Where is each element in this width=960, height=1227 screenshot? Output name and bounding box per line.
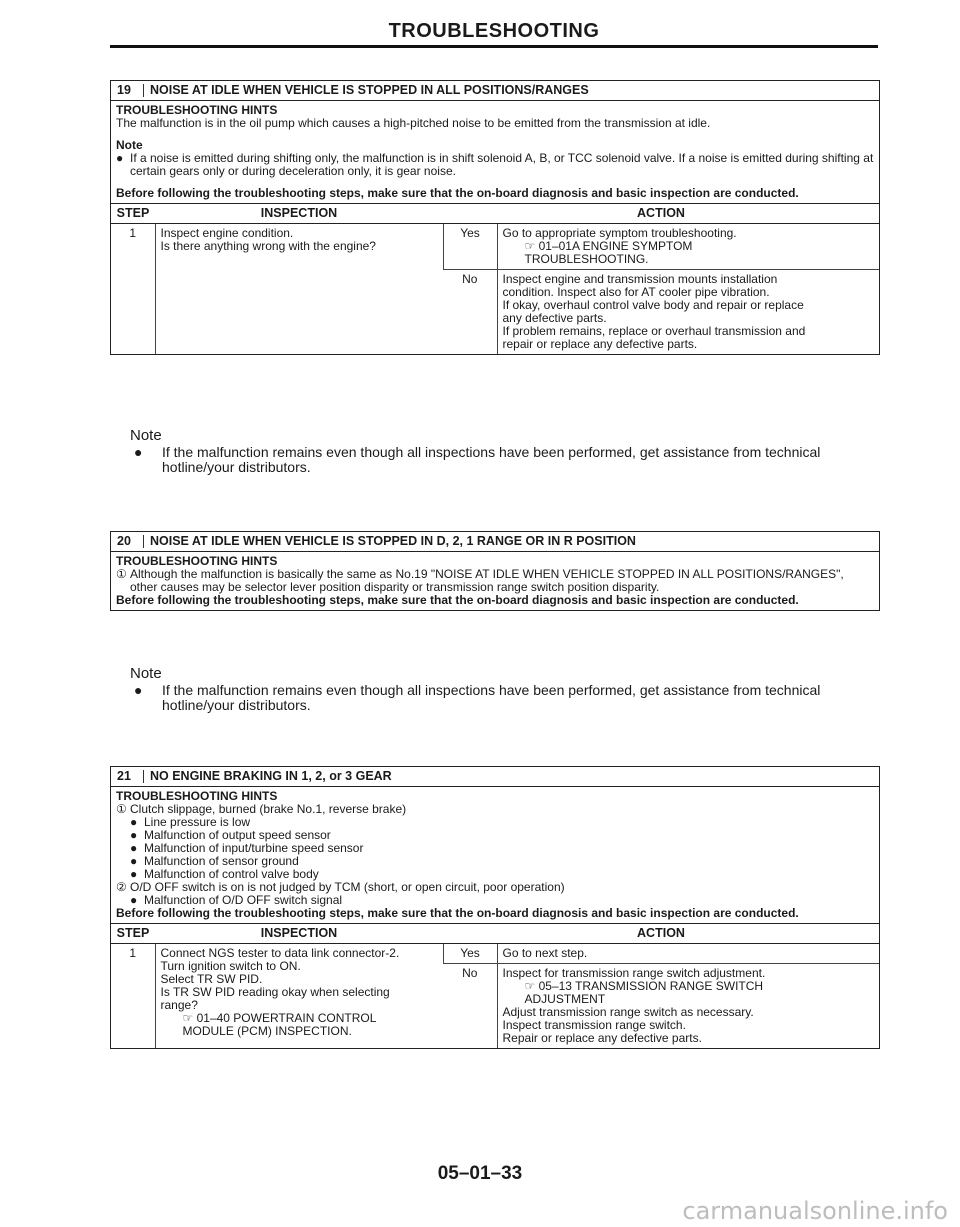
col-action: ACTION	[443, 204, 879, 224]
action-line: repair or replace any defective parts.	[502, 337, 698, 351]
hints-heading: TROUBLESHOOTING HINTS	[116, 554, 278, 568]
page-header	[110, 20, 878, 43]
note-heading: Note	[130, 665, 162, 682]
section-19	[110, 80, 880, 355]
col-inspection: INSPECTION	[155, 204, 443, 224]
reference-line: ADJUSTMENT	[524, 992, 606, 1006]
action-line: Go to appropriate symptom troubleshooting.	[502, 226, 737, 240]
hint-text: Although the malfunction is basically the same as No.19 "NOISE AT IDLE WHEN VEHICLE STOPPED IN ALL POSITIONS/RANGES", other causes may be selector lever position disparity or transmission range switch position disparity.	[130, 567, 844, 594]
action-line: Adjust transmission range switch as necessary.	[502, 1005, 754, 1019]
note-heading: Note	[130, 427, 162, 444]
step-number: 1	[129, 946, 137, 960]
hints-heading: TROUBLESHOOTING HINTS	[116, 789, 278, 803]
section-title: NOISE AT IDLE WHEN VEHICLE IS STOPPED IN ALL POSITIONS/RANGES	[150, 83, 589, 97]
yes-action	[497, 224, 879, 270]
table-row	[111, 944, 879, 964]
yes-label: Yes	[443, 944, 497, 964]
before-instruction: Before following the troubleshooting steps, make sure that the on-board diagnosis and basic inspection are conducted.	[116, 186, 799, 200]
inspection-line: Select TR SW PID.	[160, 972, 263, 986]
section-number: 21	[117, 770, 144, 783]
note-item	[130, 683, 850, 713]
section-title: NO ENGINE BRAKING IN 1, 2, or 3 GEAR	[150, 769, 392, 783]
bullet-icon: ●	[130, 867, 138, 881]
no-action	[497, 964, 879, 1049]
table-header-row	[111, 204, 879, 224]
inspection-line: Turn ignition switch to ON.	[160, 959, 301, 973]
action-line: Inspect engine and transmission mounts installation	[502, 272, 778, 286]
action-line: Inspect transmission range switch.	[502, 1018, 686, 1032]
section-header	[111, 767, 879, 787]
inspection-cell	[155, 224, 443, 355]
list-item-text: Malfunction of output speed sensor	[144, 828, 331, 842]
number-two-icon: ②	[116, 880, 127, 894]
note-text: If a noise is emitted during shifting only, the malfunction is in shift solenoid A, B, or TCC solenoid valve. If a noise is emitted during shifting at certain gears only or during deceleration only, it is gear noise.	[130, 151, 874, 178]
action-line: Go to next step.	[502, 946, 588, 960]
action-line: If okay, overhaul control valve body and repair or replace	[502, 298, 804, 312]
inspection-line: Is TR SW PID reading okay when selecting	[160, 985, 390, 999]
note-text: If the malfunction remains even though all inspections have been performed, get assistance from technical hotline/your distributors.	[162, 682, 821, 713]
hint-text: O/D OFF switch is on is not judged by TCM (short, or open circuit, poor operation)	[130, 880, 565, 894]
inspection-table	[111, 203, 879, 354]
table-row	[111, 224, 879, 270]
list-item-text: Malfunction of sensor ground	[144, 854, 299, 868]
bullet-icon: ●	[134, 444, 143, 460]
no-label: No	[443, 270, 497, 355]
hint-item	[116, 568, 874, 594]
col-step: STEP	[111, 924, 155, 944]
section-21	[110, 766, 880, 1049]
col-step: STEP	[111, 204, 155, 224]
col-action: ACTION	[443, 924, 879, 944]
hint-sublist	[116, 816, 874, 881]
note-label: Note	[116, 138, 143, 152]
list-item-text: Malfunction of O/D OFF switch signal	[144, 893, 343, 907]
action-line: any defective parts.	[502, 311, 607, 325]
bullet-icon: ●	[130, 893, 138, 907]
note-20	[130, 666, 850, 713]
reference-line: ☞ 01–40 POWERTRAIN CONTROL	[182, 1011, 377, 1025]
action-line: If problem remains, replace or overhaul transmission and	[502, 324, 806, 338]
action-line: Inspect for transmission range switch adjustment.	[502, 966, 766, 980]
bullet-icon: ●	[116, 151, 124, 165]
list-item-text: Malfunction of input/turbine speed sensor	[144, 841, 364, 855]
watermark: carmanualsonline.info	[682, 1197, 948, 1225]
number-one-icon: ①	[116, 567, 127, 581]
bullet-icon: ●	[130, 815, 138, 829]
hints-heading: TROUBLESHOOTING HINTS	[116, 103, 278, 117]
section-header	[111, 81, 879, 101]
inspection-line: Is there anything wrong with the engine?	[160, 239, 376, 253]
note-19	[130, 428, 850, 475]
reference-line: ☞ 01–01A ENGINE SYMPTOM	[524, 239, 693, 253]
reference-line: TROUBLESHOOTING.	[524, 252, 649, 266]
troubleshooting-hints	[111, 787, 879, 923]
section-number: 19	[117, 84, 144, 97]
hint-text: Clutch slippage, burned (brake No.1, reverse brake)	[130, 802, 407, 816]
section-header	[111, 532, 879, 552]
bullet-icon: ●	[130, 828, 138, 842]
bullet-icon: ●	[130, 841, 138, 855]
inspection-line: range?	[160, 998, 198, 1012]
yes-label: Yes	[443, 224, 497, 270]
list-item-text: Malfunction of control valve body	[144, 867, 319, 881]
action-line: condition. Inspect also for AT cooler pipe vibration.	[502, 285, 770, 299]
table-header-row	[111, 924, 879, 944]
inspection-cell	[155, 944, 443, 1049]
inspection-table	[111, 923, 879, 1048]
step-number: 1	[129, 226, 137, 240]
note-item	[130, 445, 850, 475]
hints-text: The malfunction is in the oil pump which causes a high-pitched noise to be emitted from the transmission at idle.	[116, 116, 711, 130]
reference-line: ☞ 05–13 TRANSMISSION RANGE SWITCH	[524, 979, 764, 993]
number-one-icon: ①	[116, 802, 127, 816]
no-action	[497, 270, 879, 355]
bullet-icon: ●	[130, 854, 138, 868]
inspection-line: Inspect engine condition.	[160, 226, 294, 240]
note-text: If the malfunction remains even though all inspections have been performed, get assistance from technical hotline/your distributors.	[162, 444, 821, 475]
yes-action	[497, 944, 879, 964]
page-number: 05–01–33	[437, 1163, 523, 1184]
col-inspection: INSPECTION	[155, 924, 443, 944]
before-instruction: Before following the troubleshooting steps, make sure that the on-board diagnosis and basic inspection are conducted.	[116, 593, 799, 607]
header-rule	[110, 45, 878, 48]
note-item	[116, 152, 874, 178]
section-number: 20	[117, 535, 144, 548]
page-title: TROUBLESHOOTING	[388, 20, 600, 42]
list-item-text: Line pressure is low	[144, 815, 251, 829]
action-line: Repair or replace any defective parts.	[502, 1031, 702, 1045]
troubleshooting-hints	[111, 101, 879, 203]
reference-line: MODULE (PCM) INSPECTION.	[182, 1024, 352, 1038]
troubleshooting-hints	[111, 552, 879, 610]
section-20	[110, 531, 880, 611]
bullet-icon: ●	[134, 682, 143, 698]
section-title: NOISE AT IDLE WHEN VEHICLE IS STOPPED IN D, 2, 1 RANGE OR IN R POSITION	[150, 534, 636, 548]
inspection-line: Connect NGS tester to data link connector-2.	[160, 946, 400, 960]
no-label: No	[443, 964, 497, 1049]
before-instruction: Before following the troubleshooting steps, make sure that the on-board diagnosis and basic inspection are conducted.	[116, 906, 799, 920]
